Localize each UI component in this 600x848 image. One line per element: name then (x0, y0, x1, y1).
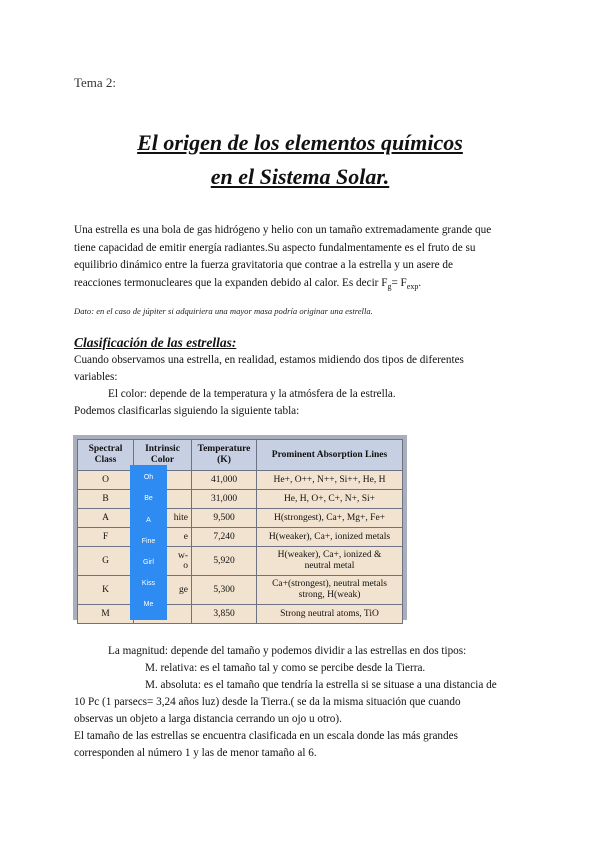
magnitude-line-1: La magnitud: depende del tamaño y podemos dividir a las estrellas en dos tipos: (108, 645, 467, 657)
mnemonic-label: Girl (143, 559, 154, 566)
mnemonic-label: Fine (141, 538, 156, 545)
magnitude-line-5: observas un objeto a larga distancia cerrando un ojo u otro). (74, 713, 342, 725)
magnitude-line-7: corresponden al número 1 y las de menor tamaño al 6. (74, 747, 317, 759)
table-row: M 3,850 Strong neutral atoms, TiO (78, 605, 403, 624)
spectral-table (77, 439, 403, 624)
intro-line-2: tiene capacidad de emitir energía radiantes.Su aspecto fundalmentamente es el fruto de su (74, 241, 476, 254)
table-row: B 31,000 He, H, O+, C+, N+, Si+ (78, 490, 403, 509)
mnemonic-label: Oh (143, 474, 154, 481)
mnemonic-label: Me (143, 601, 154, 608)
table-row: O 41,000 He+, O++, N++, Si++, He, H (78, 471, 403, 490)
mnemonic-label: A (146, 517, 151, 524)
intro-paragraph (74, 222, 534, 295)
classification-line-2: variables: (74, 371, 118, 383)
topic-label: Tema 2: (74, 75, 117, 90)
table-row: K ge 5,300 Ca+(strongest), neutral metals strong, H(weak) (78, 576, 403, 605)
intro-line-1: Una estrella es una bola de gas hidrógeno y helio con un tamaño extremadamente grande que (74, 224, 492, 236)
mnemonic-label: Be (144, 495, 153, 502)
page-title-line-2: en el Sistema Solar. (210, 164, 390, 189)
spectral-table-image (73, 435, 407, 620)
intro-line-3: equilibrio dinámico entre la fuerza gravitatoria que contrae a la estrella y un asere de (74, 259, 453, 271)
classification-line-3: El color: depende de la temperatura y la atmósfera de la estrella. (108, 388, 396, 400)
mnemonic-label: Kiss (141, 580, 156, 587)
magnitude-line-3: M. absoluta: es el tamaño que tendría la estrella si se situase a una distancia de (145, 679, 497, 691)
magnitude-line-4: 10 Pc (1 parsecs= 3,24 años luz) desde la Tierra.( se da la misma situación que cuando (74, 696, 461, 708)
classification-line-4: Podemos clasificarlas siguiendo la siguiente tabla: (74, 405, 300, 417)
header-spectral-class: Spectral Class (78, 440, 134, 471)
header-intrinsic-color: Intrinsic Color (134, 440, 192, 471)
magnitude-line-2: M. relativa: es el tamaño tal y como se percibe desde la Tierra. (145, 662, 426, 674)
mnemonic-overlay (130, 465, 167, 620)
magnitude-line-6: El tamaño de las estrellas se encuentra clasificada en un escala donde las más grandes (74, 730, 458, 742)
intro-line-4: reacciones termonucleares que la expanden debido al calor. Es decir $F_g= F_{exp}$. (74, 276, 422, 291)
table-row: F e 7,240 H(weaker), Ca+, ionized metals (78, 528, 403, 547)
page-title-line-1: El origen de los elementos químicos (137, 130, 463, 155)
header-temperature: Temperature (K) (192, 440, 257, 471)
classification-line-1: Cuando observamos una estrella, en realidad, estamos midiendo dos tipos de diferentes (74, 354, 464, 366)
header-absorption-lines: Prominent Absorption Lines (257, 440, 403, 471)
section-heading-classification: Clasificación de las estrellas: (74, 335, 237, 350)
table-row: A hite 9,500 H(strongest), Ca+, Mg+, Fe+ (78, 509, 403, 528)
table-row: G w- o 5,920 H(weaker), Ca+, ionized & neutral metal (78, 547, 403, 576)
data-note: Dato: en el caso de júpiter si adquiriera una mayor masa podría originar una estrella. (74, 306, 373, 316)
